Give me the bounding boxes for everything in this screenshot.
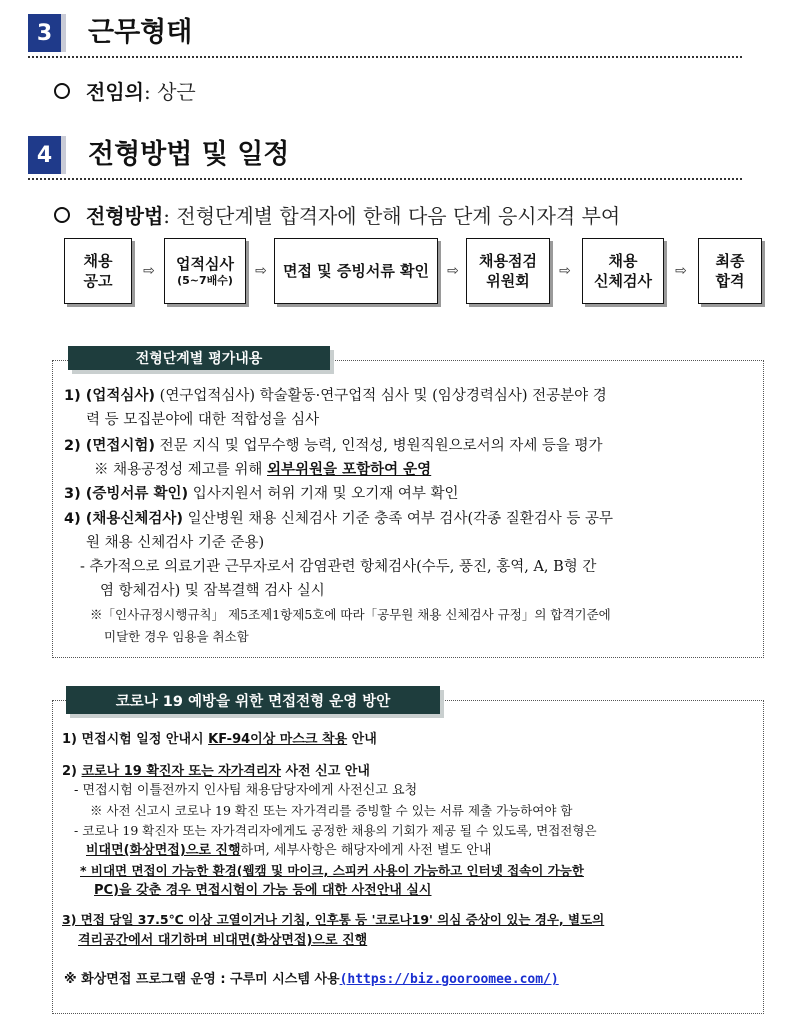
section-title: 근무형태 <box>88 17 193 48</box>
flow-step-subtext: (5~7배수) <box>177 274 233 287</box>
item-emphasis: 비대면(화상면접)으로 진행 <box>86 843 241 858</box>
gooroomee-link[interactable]: (https://biz.gooroomee.com/) <box>339 972 559 987</box>
circle-bullet-icon <box>54 83 70 99</box>
item-number: 3) <box>64 486 86 502</box>
flow-step-text: 공고 <box>83 272 113 290</box>
item-title: (증빙서류 확인) <box>85 486 189 502</box>
eval-item-4-note-cont: 미달한 경우 임용을 취소함 <box>104 629 249 644</box>
item-title: (채용신체검사) <box>85 511 184 527</box>
flow-step-text: 업적심사 <box>176 255 234 273</box>
eval-item-4 <box>64 509 613 529</box>
item-text: 사전 신고 안내 <box>280 764 370 779</box>
eval-item-4-dash-cont: 염 항체검사) 및 잠복결핵 검사 실시 <box>100 583 325 599</box>
corona-dash-1-note: ※ 사전 신고시 코로나 19 확진 또는 자가격리를 증빙할 수 있는 서류 제출 가능하여야 함 <box>90 803 573 818</box>
evaluation-tab: 전형단계별 평가내용 <box>68 346 330 370</box>
corona-item-2 <box>62 762 370 782</box>
flow-step-6 <box>698 238 762 304</box>
item-number: 4) <box>64 511 86 527</box>
note-emphasis: 외부위원을 포함하여 운영 <box>267 462 432 478</box>
item-text: 하며, 세부사항은 해당자에게 사전 별도 안내 <box>240 843 492 858</box>
corona-dash-2-cont <box>86 841 491 861</box>
corona-item-1 <box>62 730 377 750</box>
flow-step-1 <box>64 238 132 304</box>
flow-step-text: 채용 <box>83 252 113 270</box>
work-type-value: : 상근 <box>143 80 196 104</box>
flow-step-text: 위원회 <box>486 272 530 290</box>
flow-step-text: 채용 <box>608 252 638 270</box>
arrow-right-icon: ⇨ <box>255 263 267 279</box>
eval-item-3 <box>64 484 459 504</box>
item-number: 2) <box>64 438 86 454</box>
divider <box>28 56 742 58</box>
flow-step-text: 최종 <box>715 252 745 270</box>
item-text: 전문 지식 및 업무수행 능력, 인적성, 병원직원으로서의 자세 등을 평가 <box>155 438 603 454</box>
arrow-right-icon: ⇨ <box>447 263 459 279</box>
method-value: : 전형단계별 합격자에 한해 다음 단계 응시자격 부여 <box>163 204 621 228</box>
eval-item-1-cont: 력 등 모집분야에 대한 적합성을 심사 <box>86 412 320 428</box>
section-number: 4 <box>28 136 66 174</box>
arrow-right-icon: ⇨ <box>559 263 571 279</box>
section-title: 전형방법 및 일정 <box>88 139 290 170</box>
corona-star-line-cont: PC)을 갖춘 경우 면접시험이 가능 등에 대한 사전안내 실시 <box>94 883 432 898</box>
arrow-right-icon: ⇨ <box>675 263 687 279</box>
item-number: 1) <box>64 388 86 404</box>
corona-item-3: 3) 면접 당일 37.5℃ 이상 고열이거나 기침, 인후통 등 '코로나19' 의심 증상이 있는 경우, 별도의 <box>62 912 605 927</box>
section-3-header <box>28 12 742 52</box>
method-label: 전형방법 <box>86 204 164 228</box>
work-type-label: 전임의 <box>86 80 144 104</box>
corona-item-3-cont: 격리공간에서 대기하며 비대면(화상면접)으로 진행 <box>78 933 368 948</box>
flow-step-text: 합격 <box>715 272 745 290</box>
eval-item-1 <box>64 386 607 406</box>
item-text: (연구업적심사) 학술활동·연구업적 심사 및 (임상경력심사) 전공분야 경 <box>155 388 607 404</box>
eval-item-2 <box>64 436 603 456</box>
flow-step-text: 면접 및 증빙서류 확인 <box>282 262 430 280</box>
item-text: 1) 면접시험 일정 안내시 <box>62 732 209 747</box>
note-text: ※ 채용공정성 제고를 위해 <box>94 462 268 478</box>
section-number: 3 <box>28 14 66 52</box>
corona-star-line: * 비대면 면접이 가능한 환경(웹캠 및 마이크, 스피커 사용이 가능하고 인터넷 접속이 가능한 <box>80 863 584 878</box>
flow-step-3 <box>274 238 438 304</box>
corona-dash-2: - 코로나 19 확진자 또는 자가격리자에게도 공정한 채용의 기회가 제공 될 수 있도록, 면접전형은 <box>74 823 597 838</box>
item-text: 2) <box>62 764 82 779</box>
flow-step-text: 채용점검 <box>479 252 537 270</box>
item-title: (업적심사) <box>85 388 156 404</box>
item-text: ※ 화상면접 프로그램 운영 : 구루미 시스템 사용 <box>64 972 340 987</box>
eval-item-4-note: ※「인사규정시행규칙」 제5조제1항제5호에 따라「공무원 채용 신체검사 규정」의 합격기준에 <box>90 607 611 622</box>
flow-step-5 <box>582 238 664 304</box>
eval-item-4-dash: - 추가적으로 의료기관 근무자로서 감염관련 항체검사(수두, 풍진, 홍역, A, B형 간 <box>80 559 597 575</box>
item-text: 일산병원 채용 신체검사 기준 충족 여부 검사(각종 질환검사 등 공무 <box>183 511 613 527</box>
eval-item-2-note <box>94 460 431 480</box>
flow-step-2 <box>164 238 246 304</box>
corona-dash-1: - 면접시험 이틀전까지 인사팀 채용담당자에게 사전신고 요청 <box>74 783 418 798</box>
item-text: 안내 <box>347 732 377 747</box>
method-line <box>54 200 620 229</box>
circle-bullet-icon <box>54 207 70 223</box>
item-emphasis: KF-94이상 마스크 착용 <box>208 732 348 747</box>
work-type-line <box>54 76 196 105</box>
corona-final-line <box>64 970 559 990</box>
divider <box>28 178 742 180</box>
section-4-header <box>28 134 742 174</box>
item-text: 입사지원서 허위 기재 및 오기재 여부 확인 <box>188 486 459 502</box>
corona-tab: 코로나 19 예방을 위한 면접전형 운영 방안 <box>66 686 440 714</box>
arrow-right-icon: ⇨ <box>143 263 155 279</box>
eval-item-4-cont: 원 채용 신체검사 기준 준용) <box>86 535 265 551</box>
item-title: (면접시험) <box>85 438 156 454</box>
flow-step-4 <box>466 238 550 304</box>
item-emphasis: 코로나 19 확진자 또는 자가격리자 <box>81 764 281 779</box>
flow-step-text: 신체검사 <box>594 272 652 290</box>
